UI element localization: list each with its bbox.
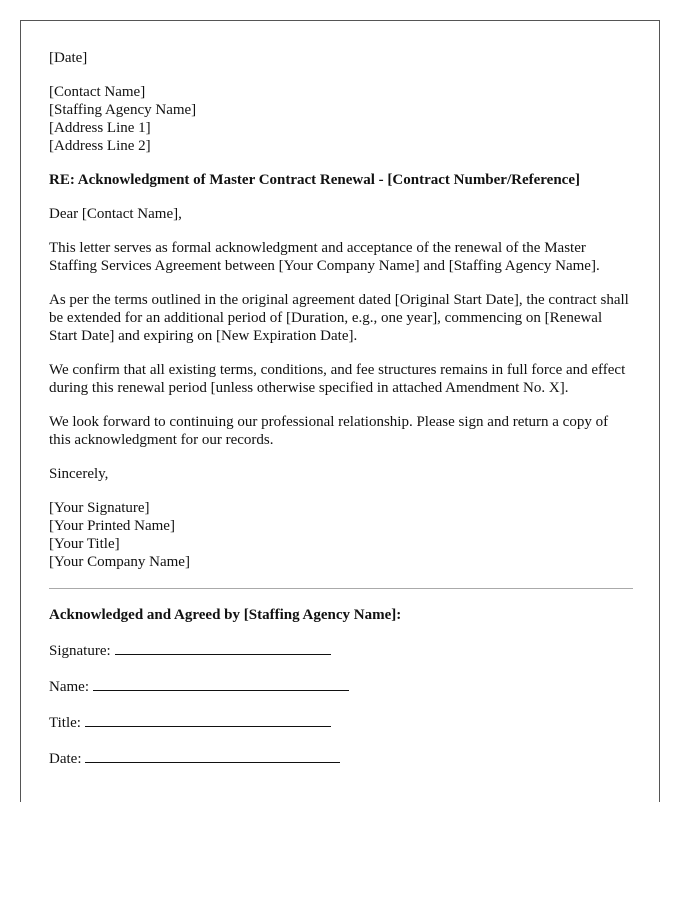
body-paragraph: As per the terms outlined in the original agreement dated [Original Start Date], the contract shall be extended for an additional period of [Duration, e.g., one year], commencing on [Renewal Start Date] and expiring on [New Expiration Date].: [49, 292, 629, 344]
recipient-agency-name: [Staffing Agency Name]: [49, 102, 197, 118]
name-label: Name:: [49, 679, 89, 695]
recipient-address-line-2: [Address Line 2]: [49, 138, 151, 154]
recipient-address-line-1: [Address Line 1]: [49, 120, 151, 136]
body-paragraph: We confirm that all existing terms, conditions, and fee structures remains in full force and effect during this renewal period [unless otherwise specified in attached Amendment No. X].: [49, 362, 626, 396]
name-line[interactable]: [93, 676, 349, 691]
signature-label: Signature:: [49, 643, 111, 659]
closing: Sincerely,: [49, 466, 109, 482]
sender-title: [Your Title]: [49, 536, 120, 552]
name-field: [49, 676, 633, 696]
title-field: [49, 712, 633, 732]
subject-line: RE: Acknowledgment of Master Contract Renewal - [Contract Number/Reference]: [49, 172, 580, 188]
recipient-contact-name: [Contact Name]: [49, 84, 146, 100]
recipient-address: [49, 83, 633, 155]
acknowledgment-heading: Acknowledged and Agreed by [Staffing Agency Name]:: [49, 607, 402, 623]
date-line: [49, 49, 633, 67]
sender-company-name: [Your Company Name]: [49, 554, 190, 570]
body-paragraph: We look forward to continuing our professional relationship. Please sign and return a copy of this acknowledgment for our records.: [49, 414, 609, 448]
signature-line[interactable]: [115, 640, 331, 655]
body-paragraph: This letter serves as formal acknowledgment and acceptance of the renewal of the Master Staffing Services Agreement between [Your Company Name] and [Staffing Agency Name].: [49, 240, 600, 274]
title-line[interactable]: [85, 712, 331, 727]
date-line[interactable]: [85, 748, 340, 763]
section-divider: [49, 588, 633, 589]
letter-page: [20, 20, 660, 802]
letter-date: [Date]: [49, 50, 88, 66]
title-label: Title:: [49, 715, 81, 731]
date-field: [49, 748, 633, 768]
signature-field: [49, 640, 633, 660]
sender-signature: [Your Signature]: [49, 500, 150, 516]
sender-signature-block: [49, 499, 633, 571]
sender-printed-name: [Your Printed Name]: [49, 518, 175, 534]
letter-content: [49, 49, 633, 784]
salutation: Dear [Contact Name],: [49, 206, 182, 222]
date-label: Date:: [49, 751, 82, 767]
